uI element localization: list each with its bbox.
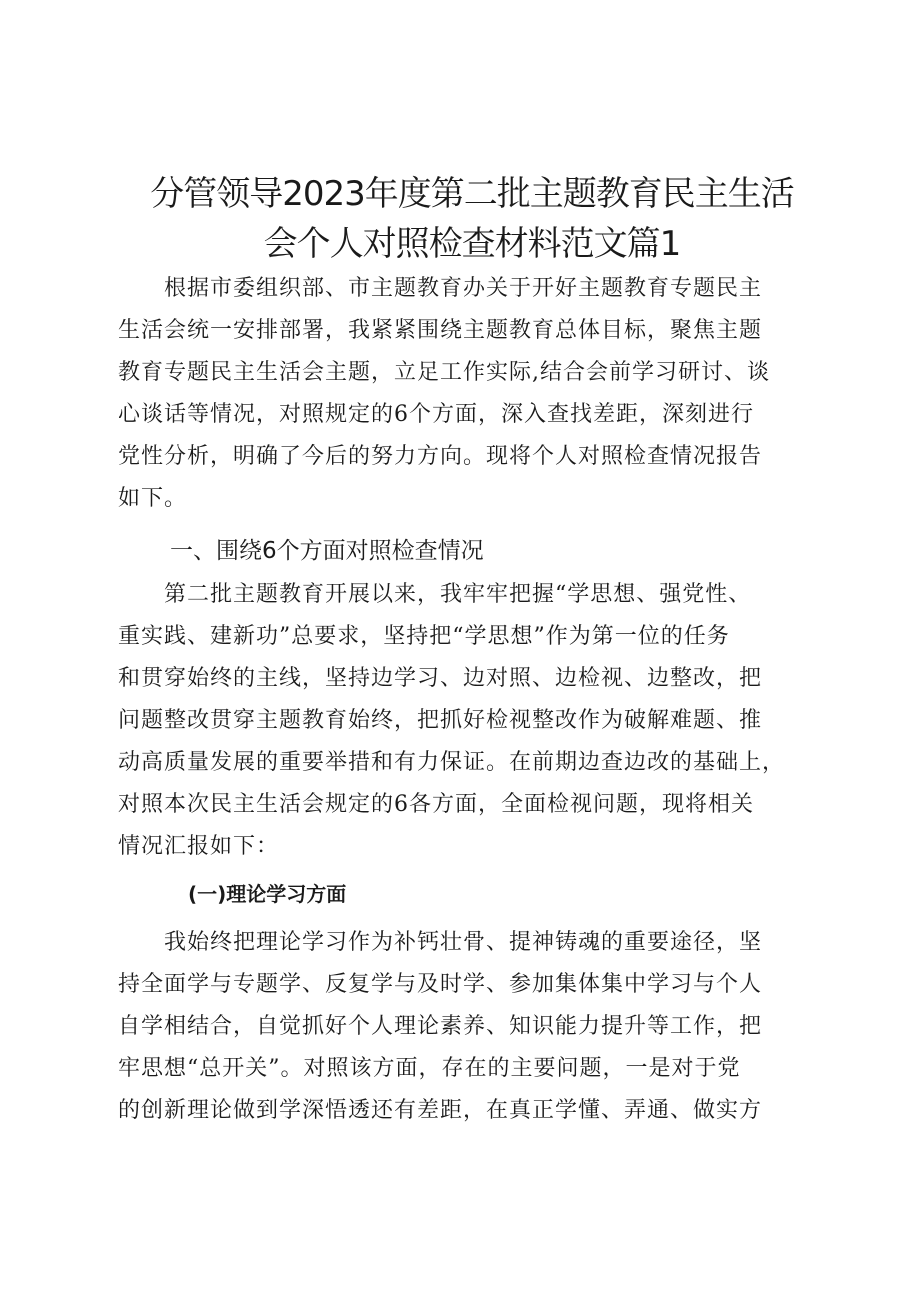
intro-paragraph [118,268,823,520]
section-1-paragraph [118,574,823,868]
text-line: 情况汇报如下： [118,834,280,859]
theory-study-paragraph [118,922,823,1132]
text-line: 根据市委组织部、市主题教育办关于开好主题教育专题民主 [118,276,763,301]
text-line: 和贯穿始终的主线，坚持边学习、边对照、边检视、边整改，把 [118,666,763,691]
text-line: 如下。 [118,486,188,511]
text-line: 的创新理论做到学深悟透还有差距，在真正学懂、弄通、做实方 [118,1098,763,1123]
section-heading-1: 一、围绕6个方面对照检查情况 [170,538,484,564]
text-line: 动高质量发展的重要举措和有力保证。在前期边查边改的基础上， [118,750,786,775]
text-line: 持全面学与专题学、反复学与及时学、参加集体集中学习与个人 [118,972,763,997]
document-title-line-1: 分管领导2023年度第二批主题教育民主生活 [150,174,794,214]
text-line: 牢思想“总开关”。对照该方面，存在的主要问题，一是对于党 [118,1056,741,1081]
text-line: 我始终把理论学习作为补钙壮骨、提神铸魂的重要途径，坚 [118,930,763,955]
text-line: 问题整改贯穿主题教育始终，把抓好检视整改作为破解难题、推 [118,708,763,733]
text-line: 重实践、建新功”总要求，坚持把“学思想”作为第一位的任务 [118,624,730,649]
document-title-line-2: 会个人对照检查材料范文篇1 [263,224,681,264]
text-line: 自学相结合，自觉抓好个人理论素养、知识能力提升等工作，把 [118,1014,763,1039]
text-line: 生活会统一安排部署，我紧紧围绕主题教育总体目标，聚焦主题 [118,318,763,343]
text-line: 第二批主题教育开展以来，我牢牢把握“学思想、强党性、 [118,582,752,607]
text-line: 对照本次民主生活会规定的6各方面，全面检视问题，现将相关 [118,792,754,817]
subsection-heading-theory-study: (一)理论学习方面 [188,882,347,906]
text-line: 心谈话等情况，对照规定的6个方面，深入查找差距，深刻进行 [118,402,754,427]
text-line: 党性分析，明确了今后的努力方向。现将个人对照检查情况报告 [118,444,763,469]
text-line: 教育专题民主生活会主题，立足工作实际,结合会前学习研讨、谈 [118,360,770,385]
